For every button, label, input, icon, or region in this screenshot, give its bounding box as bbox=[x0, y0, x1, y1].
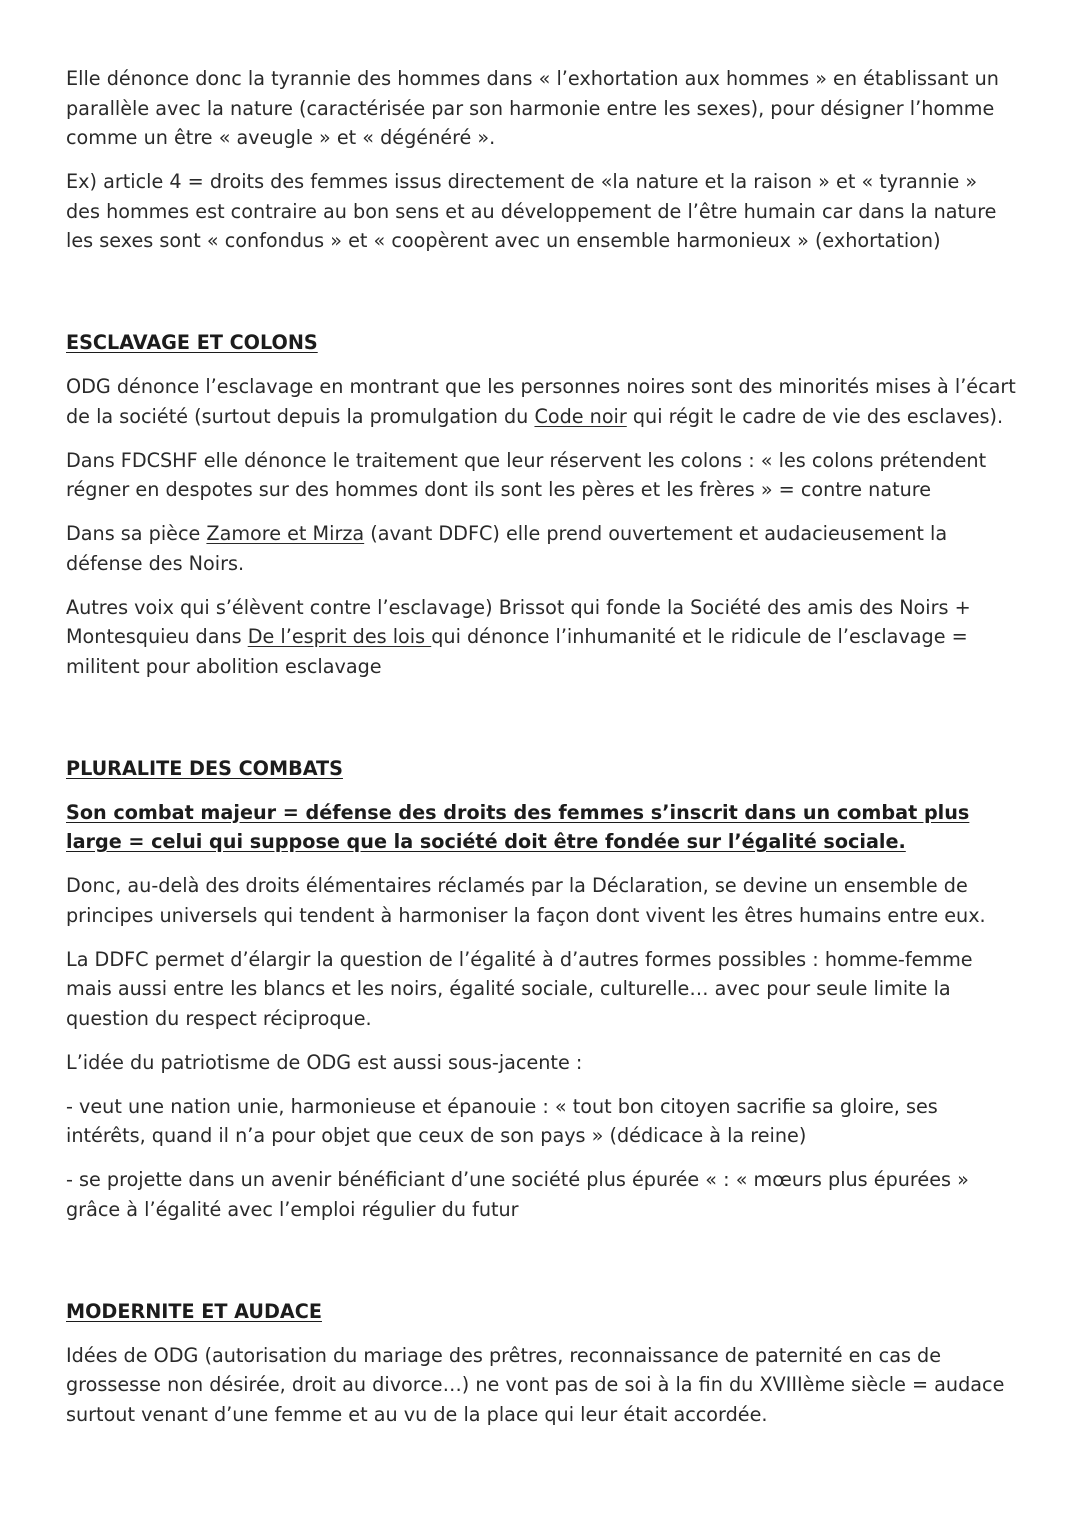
pluralite-thesis bbox=[66, 798, 1016, 857]
text-run: (avant DDFC) elle prend ouvertement et audacieusement la défense des Noirs. bbox=[66, 522, 948, 575]
esclavage-paragraph-3 bbox=[66, 519, 1016, 578]
text-run: ODG dénonce l’esclavage en montrant que les personnes noires sont des minorités mises à l’écart de la société (surtout depuis la promulgation du bbox=[66, 375, 1016, 428]
thesis-text: Son combat majeur = défense des droits des femmes s’inscrit dans un combat plus large = celui qui suppose que la société doit être fondée sur l’égalité sociale. bbox=[66, 800, 970, 853]
text-run: Dans sa pièce bbox=[66, 522, 207, 545]
intro-paragraph-2: Ex) article 4 = droits des femmes issus directement de «la nature et la raison » et « tyrannie » des hommes est contraire au bon sens et au développement de l’être humain car dans la nature les sexes sont « confondus » et « coopèrent avec un ensemble harmonieux » (exhortation) bbox=[66, 170, 997, 252]
pluralite-paragraph-2: La DDFC permet d’élargir la question de l’égalité à d’autres formes possibles : homme-femme mais aussi entre les blancs et les noirs, égalité sociale, culturelle… avec pour seule limite la question du respect réciproque. bbox=[66, 947, 973, 1030]
text-run: qui dénonce l’inhumanité et le ridicule de l’esclavage = militent pour abolition esclavage bbox=[66, 625, 968, 678]
code-noir-reference: Code noir bbox=[534, 404, 627, 428]
section-spacer bbox=[66, 270, 1016, 328]
pluralite-paragraph-3: L’idée du patriotisme de ODG est aussi sous-jacente : bbox=[66, 1050, 583, 1074]
esclavage-paragraph-1 bbox=[66, 372, 1016, 431]
section-heading-pluralite: PLURALITE DES COMBATS bbox=[66, 756, 343, 780]
section-spacer bbox=[66, 1239, 1016, 1297]
esprit-des-lois-reference: De l’esprit des lois bbox=[247, 625, 432, 648]
text-run: Autres voix qui s’élèvent contre l’esclavage) Brissot qui fonde la Société des amis des Noirs + Montesquieu dans bbox=[66, 595, 971, 648]
section-pluralite bbox=[66, 754, 1016, 1225]
esclavage-paragraph-2: Dans FDCSHF elle dénonce le traitement que leur réservent les colons : « les colons prétendent régner en despotes sur des hommes dont ils sont les pères et les frères » = contre nature bbox=[66, 448, 987, 501]
intro-section bbox=[66, 64, 1016, 256]
section-esclavage bbox=[66, 328, 1016, 681]
section-modernite bbox=[66, 1297, 1016, 1430]
section-spacer bbox=[66, 696, 1016, 754]
section-heading-modernite: MODERNITE ET AUDACE bbox=[66, 1299, 322, 1323]
section-heading-esclavage: ESCLAVAGE ET COLONS bbox=[66, 331, 318, 354]
modernite-paragraph-1: Idées de ODG (autorisation du mariage des prêtres, reconnaissance de paternité en cas de grossesse non désirée, droit au divorce…) ne vont pas de soi à la fin du XVIIIème siècle = audace surtout venant d’une femme et au vu de la place qui leur était accordée. bbox=[66, 1343, 1005, 1426]
text-run: qui régit le cadre de vie des esclaves). bbox=[626, 404, 1004, 428]
pluralite-bullet-1: - veut une nation unie, harmonieuse et épanouie : « tout bon citoyen sacrifie sa gloire, ses intérêts, quand il n’a pour objet que ceux de son pays » (dédicace à la reine) bbox=[66, 1094, 938, 1147]
esclavage-paragraph-4 bbox=[66, 593, 1016, 682]
zamore-mirza-reference: Zamore et Mirza bbox=[206, 522, 365, 545]
pluralite-paragraph-1: Donc, au-delà des droits élémentaires réclamés par la Déclaration, se devine un ensemble de principes universels qui tendent à harmoniser la façon dont vivent les êtres humains entre eux. bbox=[66, 874, 986, 927]
intro-paragraph-1: Elle dénonce donc la tyrannie des hommes dans « l’exhortation aux hommes » en établissant un parallèle avec la nature (caractérisée par son harmonie entre les sexes), pour désigner l’homme comme un être « aveugle » et « dégénéré ». bbox=[66, 67, 999, 149]
pluralite-bullet-2: - se projette dans un avenir bénéficiant d’une société plus épurée « : « mœurs plus épurées » grâce à l’égalité avec l’emploi régulier du futur bbox=[66, 1168, 969, 1221]
